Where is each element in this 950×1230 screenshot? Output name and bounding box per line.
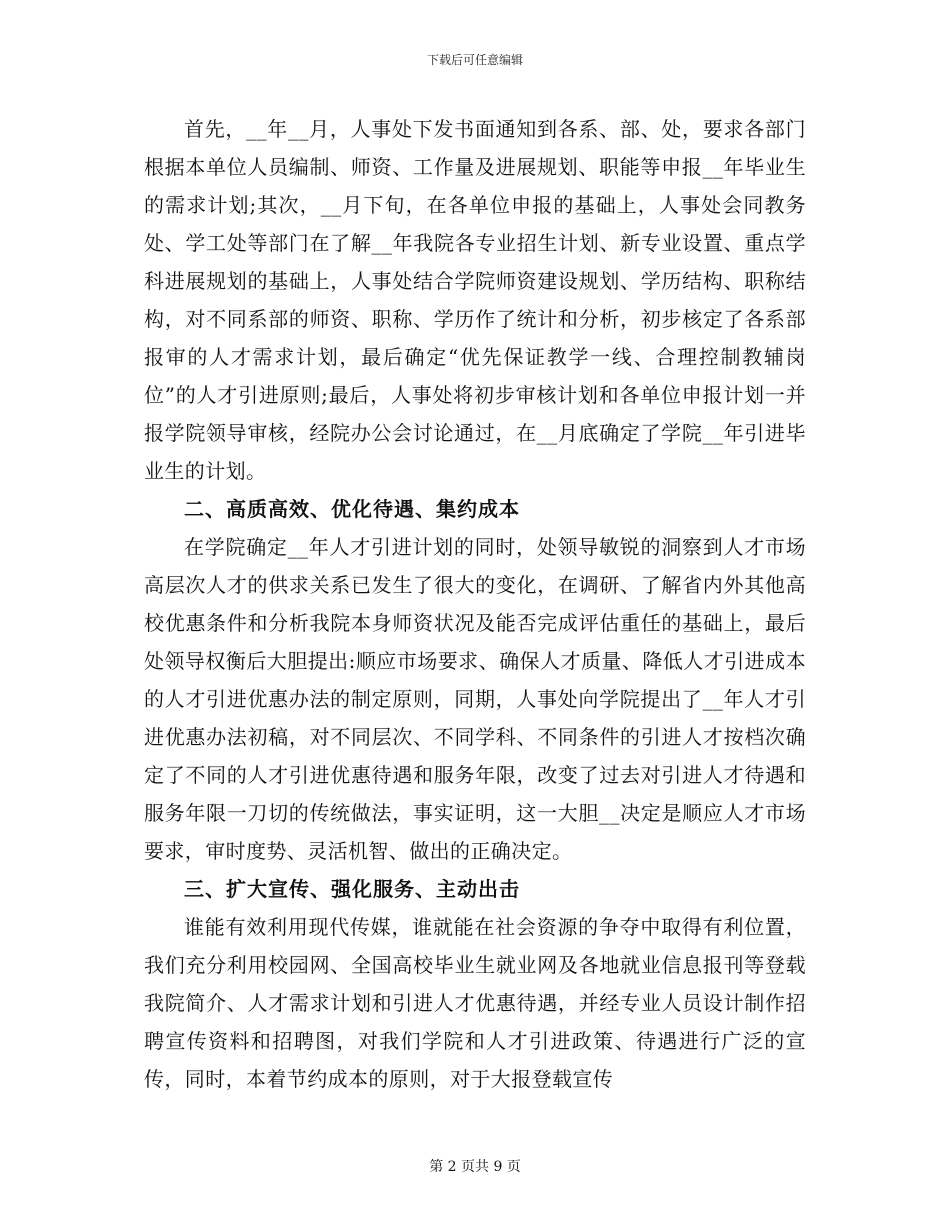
body-paragraph-2: 在学院确定__年人才引进计划的同时，处领导敏锐的洞察到人才市场高层次人才的供求关系已发生了很大的变化，在调研、了解省内外其他高校优惠条件和分析我院本身师资状况及能否完成评估重任的基础上，最后处领导权衡后大胆提出:顺应市场要求、确保人才质量、降低人才引进成本的人才引进优惠办法的制定原则，同期，人事处向学院提出了__年人才引进优惠办法初稿，对不同层次、不同学科、不同条件的引进人才按档次确定了不同的人才引进优惠待遇和服务年限，改变了过去对引进人才待遇和服务年限一刀切的传统做法，事实证明，这一大胆__决定是顺应人才市场要求，审时度势、灵活机智、做出的正确决定。 bbox=[144, 535, 806, 863]
document-body bbox=[144, 110, 806, 1098]
page-header: 下载后可任意编辑 bbox=[426, 53, 523, 67]
body-paragraph-1: 首先，__年__月，人事处下发书面通知到各系、部、处，要求各部门根据本单位人员编制、师资、工作量及进展规划、职能等申报__年毕业生的需求计划;其次，__月下旬，在各单位申报的基础上，人事处会同教务处、学工处等部门在了解__年我院各专业招生计划、新专业设置、重点学科进展规划的基础上，人事处结合学院师资建设规划、学历结构、职称结构，对不同系部的师资、职称、学历作了统计和分析，初步核定了各系部报审的人才需求计划，最后确定“优先保证教学一线、合理控制教辅岗位”的人才引进原则;最后，人事处将初步审核计划和各单位申报计划一并报学院领导审核，经院办公会讨论通过，在__月底确定了学院__年引进毕业生的计划。 bbox=[144, 117, 806, 483]
page-number-footer: 第 2 页共 9 页 bbox=[429, 1159, 521, 1175]
section-heading-3: 三、扩大宣传、强化服务、主动出击 bbox=[184, 877, 520, 901]
section-heading-2: 二、高质高效、优化待遇、集约成本 bbox=[184, 497, 520, 521]
body-paragraph-3: 谁能有效利用现代传媒，谁就能在社会资源的争夺中取得有利位置，我们充分利用校园网、全国高校毕业生就业网及各地就业信息报刊等登载我院简介、人才需求计划和引进人才优惠待遇，并经专业人员设计制作招聘宣传资料和招聘图，对我们学院和人才引进政策、待遇进行广泛的宣传，同时，本着节约成本的原则，对于大报登载宣传 bbox=[144, 915, 806, 1091]
